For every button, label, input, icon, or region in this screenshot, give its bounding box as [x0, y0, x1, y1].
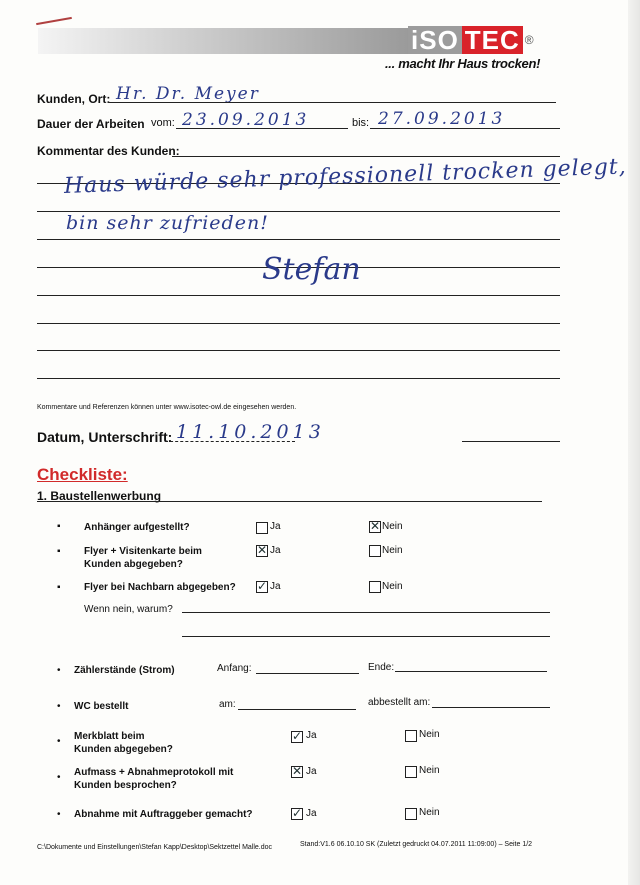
check-mark-icon: ✕ — [292, 764, 303, 778]
checkbox-flyer-neighbors-no[interactable] — [369, 581, 381, 593]
yes-label: Ja — [306, 730, 317, 741]
footer-stand: Stand:V1.6 06.10.10 SK (Zuletzt gedruckt 04.07.2011 11:09:00) – Seite 1/2 — [300, 841, 533, 848]
check-mark-icon: ✕ — [370, 519, 381, 533]
brand-logo: iSO TEC ® — [408, 26, 534, 54]
comment-label: Kommentar des Kunden: — [37, 144, 180, 158]
no-label: Nein — [382, 521, 403, 532]
bullet: ▪ — [57, 546, 61, 557]
why-not-line-2 — [182, 636, 550, 637]
comment-line-5 — [37, 295, 560, 296]
why-not-label: Wenn nein, warum? — [84, 604, 173, 615]
footer-path: C:\Dokumente und Einstellungen\Stefan Kapp\Desktop\Sektzettel Malle.doc — [37, 844, 273, 851]
date-line — [165, 441, 295, 442]
corner-mark — [36, 17, 72, 25]
meter-start-line[interactable] — [256, 673, 359, 674]
from-label: vom: — [151, 117, 175, 129]
date-value: 11.10.2013 — [176, 421, 325, 443]
checkbox-measurement-no[interactable] — [405, 766, 417, 778]
tagline: ... macht Ihr Haus trocken! — [385, 56, 541, 71]
no-label: Nein — [419, 765, 440, 776]
comment-line-6 — [37, 323, 560, 324]
bullet: • — [57, 736, 61, 747]
no-label: Nein — [419, 729, 440, 740]
question-trailer: Anhänger aufgestellt? — [84, 522, 190, 533]
comment-line-0 — [172, 156, 560, 157]
customer-label: Kunden, Ort: — [37, 92, 111, 106]
bullet: ▪ — [57, 582, 61, 593]
question-acceptance: Abnahme mit Auftraggeber gemacht? — [74, 809, 253, 820]
registered-mark: ® — [524, 33, 534, 47]
why-not-line-1 — [182, 612, 550, 613]
checkbox-trailer-yes[interactable] — [256, 522, 268, 534]
signature-line — [462, 441, 560, 442]
yes-label: Ja — [306, 766, 317, 777]
checkbox-leaflet-yes[interactable] — [291, 731, 303, 743]
yes-label: Ja — [306, 808, 317, 819]
header-bar — [38, 28, 410, 54]
duration-label: Dauer der Arbeiten — [37, 117, 145, 131]
date-signature-label: Datum, Unterschrift: — [37, 429, 173, 445]
checkbox-leaflet-no[interactable] — [405, 730, 417, 742]
bullet: • — [57, 701, 61, 712]
checkbox-flyer-neighbors-yes[interactable] — [256, 581, 268, 593]
checklist-section: 1. Baustellenwerbung — [37, 489, 162, 503]
bullet: • — [57, 809, 61, 820]
yes-label: Ja — [270, 545, 281, 556]
checkbox-acceptance-yes[interactable] — [291, 808, 303, 820]
wc-am-label: am: — [219, 699, 236, 710]
from-line — [176, 128, 348, 129]
signature-scribble: Stefan — [262, 252, 361, 287]
scan-edge — [628, 0, 640, 885]
comment-text-1: Haus würde sehr professionell trocken gelegt, — [63, 154, 628, 199]
no-label: Nein — [382, 581, 403, 592]
customer-line — [108, 102, 556, 103]
wc-label: WC bestellt — [74, 701, 129, 712]
to-label: bis: — [352, 117, 370, 129]
to-line — [370, 128, 560, 129]
comment-line-8 — [37, 378, 560, 379]
wc-am-line[interactable] — [238, 709, 356, 710]
meter-end-label: Ende: — [368, 662, 395, 673]
customer-value: Hr. Dr. Meyer — [116, 84, 260, 104]
meter-label: Zählerstände (Strom) — [74, 665, 175, 676]
checkbox-trailer-no[interactable] — [369, 521, 381, 533]
question-leaflet: Merkblatt beim Kunden abgegeben? — [74, 731, 173, 755]
question-flyer-customer: Flyer + Visitenkarte beim Kunden abgegeben? — [84, 546, 202, 570]
comment-text-2: bin sehr zufrieden! — [66, 212, 269, 234]
check-mark-icon: ✓ — [292, 729, 303, 743]
section-underline — [37, 501, 542, 502]
checkbox-measurement-yes[interactable] — [291, 766, 303, 778]
question-flyer-neighbors: Flyer bei Nachbarn abgegeben? — [84, 582, 236, 593]
check-mark-icon: ✕ — [257, 543, 268, 557]
no-label: Nein — [382, 545, 403, 556]
references-note: Kommentare und Referenzen können unter www.isotec-owl.de eingesehen werden. — [37, 404, 297, 411]
comment-line-7 — [37, 350, 560, 351]
meter-start-label: Anfang: — [217, 663, 252, 674]
check-mark-icon: ✓ — [257, 579, 268, 593]
yes-label: Ja — [270, 521, 281, 532]
checkbox-flyer-customer-yes[interactable] — [256, 545, 268, 557]
checklist-title: Checkliste: — [37, 465, 128, 484]
bullet: • — [57, 665, 61, 676]
checkbox-flyer-customer-no[interactable] — [369, 545, 381, 557]
bullet: ▪ — [57, 521, 61, 532]
comment-line-3 — [37, 239, 560, 240]
to-value: 27.09.2013 — [378, 109, 506, 129]
question-measurement: Aufmass + Abnahmeprotokoll mit Kunden besprochen? — [74, 767, 234, 791]
meter-end-line[interactable] — [395, 671, 547, 672]
wc-cancelled-line[interactable] — [432, 707, 550, 708]
bullet: • — [57, 772, 61, 783]
checkbox-acceptance-no[interactable] — [405, 808, 417, 820]
yes-label: Ja — [270, 581, 281, 592]
from-value: 23.09.2013 — [182, 110, 310, 130]
no-label: Nein — [419, 807, 440, 818]
wc-cancelled-label: abbestellt am: — [368, 697, 431, 708]
check-mark-icon: ✓ — [292, 806, 303, 820]
